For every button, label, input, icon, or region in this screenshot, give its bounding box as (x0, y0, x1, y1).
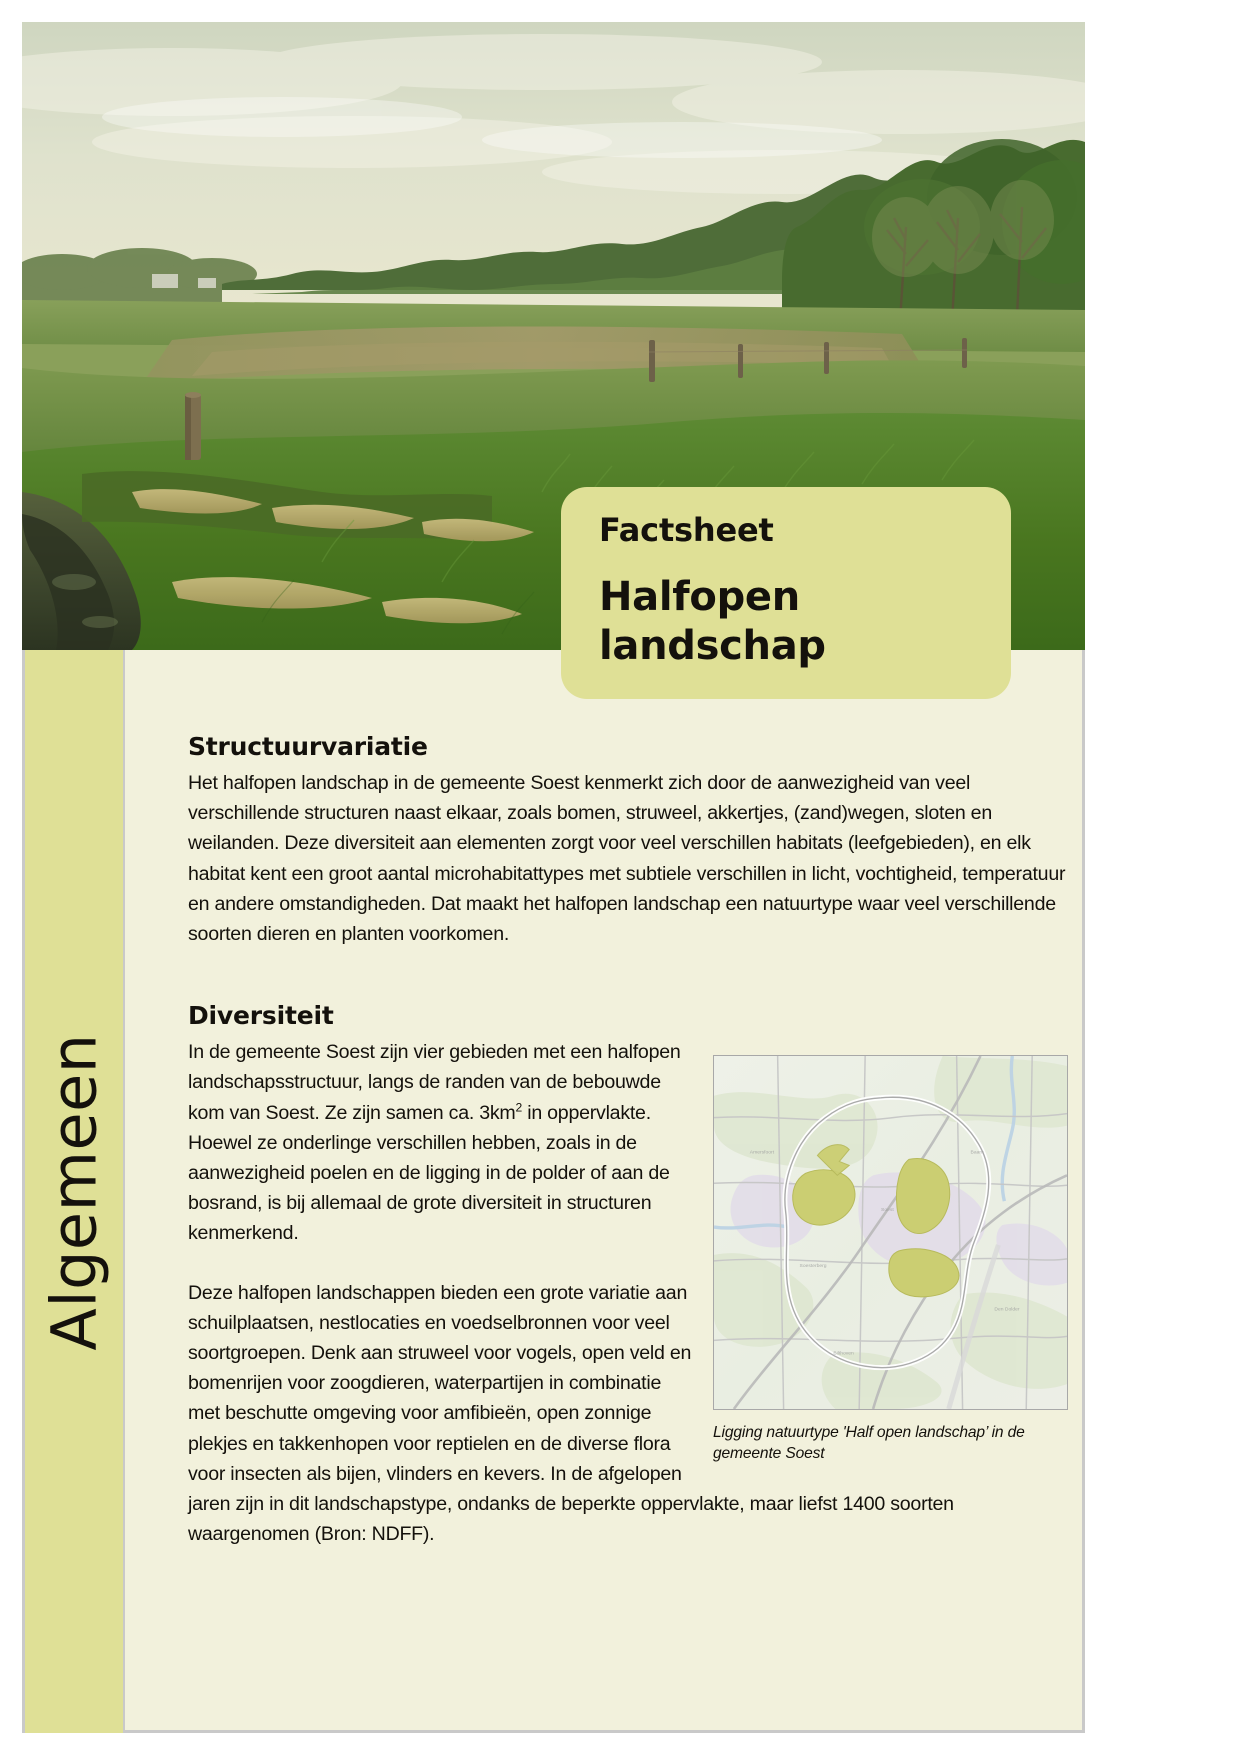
section-heading-structuurvariatie: Structuurvariatie (188, 732, 428, 761)
superscript-two: 2 (515, 1100, 523, 1115)
factsheet-kicker: Factsheet (599, 511, 774, 549)
map-caption: Ligging natuurtype 'Half open landschap’ in de gemeente Soest (713, 1424, 1025, 1463)
map-illustration (714, 1056, 1067, 1409)
page-title (599, 573, 1011, 671)
section-diversiteit (188, 1001, 1068, 1549)
section-paragraph-diversiteit-2: Deze halfopen landschappen bieden een grote variatie aan schuilplaatsen, nestlocaties en voedselbronnen voor veel soortgroepen. Denk aan struweel voor vogels, open veld en bomenrijen voor zoogdieren, waterpartijen in combinatie met beschutte omgeving voor amfibieën, open zonnige plekjes en takkenhopen voor reptielen en de diverse flora voor insecten als bijen, vlinders en kevers. In de afgelopen jaren zijn in dit landschapstype, ondanks de beperkte oppervlakte, maar liefst 1400 soorten waargenomen (Bron: NDFF). (188, 1281, 954, 1546)
content-column (188, 650, 1068, 1733)
section-heading-diversiteit: Diversiteit (188, 1001, 334, 1031)
svg-text:Soesterberg: Soesterberg (799, 1264, 827, 1270)
section-structuurvariatie (188, 732, 1068, 949)
section-tab-algemeen (25, 650, 125, 1733)
section-tab-label: Algemeen (37, 1032, 111, 1351)
svg-text:Baarn: Baarn (970, 1150, 984, 1156)
section-paragraph-structuurvariatie: Het halfopen landschap in de gemeente Soest kenmerkt zich door de aanwezigheid van veel verschillende structuren naast elkaar, zoals bomen, struweel, akkertjes, (zand)wegen, sloten en weilanden. Deze diversiteit aan elementen zorgt voor veel verschillen habitats (leefgebieden), en elk habitat kent een groot aantal microhabitattypes met subtiele verschillen in licht, vochtigheid, temperatuur en andere omstandigheden. Dat maakt het halfopen landschap een natuurtype waar veel verschillende soorten dieren en planten voorkomen. (188, 772, 1066, 946)
svg-text:Soest: Soest (881, 1208, 894, 1214)
svg-text:Bilthoven: Bilthoven (833, 1351, 854, 1357)
map-thumbnail (713, 1055, 1068, 1410)
svg-text:Den Dolder: Den Dolder (994, 1307, 1020, 1313)
map-figure (713, 1055, 1068, 1464)
page-title-line-1: Halfopen (599, 574, 800, 621)
section-paragraph-diversiteit-1: In de gemeente Soest zijn vier gebieden met een halfopen landschapsstructuur, langs de randen van de bebouwde kom van Soest. Ze zijn samen ca. $3km^2$ in oppervlakte. Hoewel ze onderlinge verschillen hebben, zoals in de aanwezigheid poelen en de ligging in de polder of aan de bosrand, is bij allemaal de grote diversiteit in structuren kenmerkend. (188, 1041, 681, 1245)
page-title-line-2: landschap (599, 622, 826, 669)
title-card (561, 487, 1011, 699)
svg-text:Amersfoort: Amersfoort (749, 1150, 775, 1156)
body-panel (22, 650, 1085, 1733)
